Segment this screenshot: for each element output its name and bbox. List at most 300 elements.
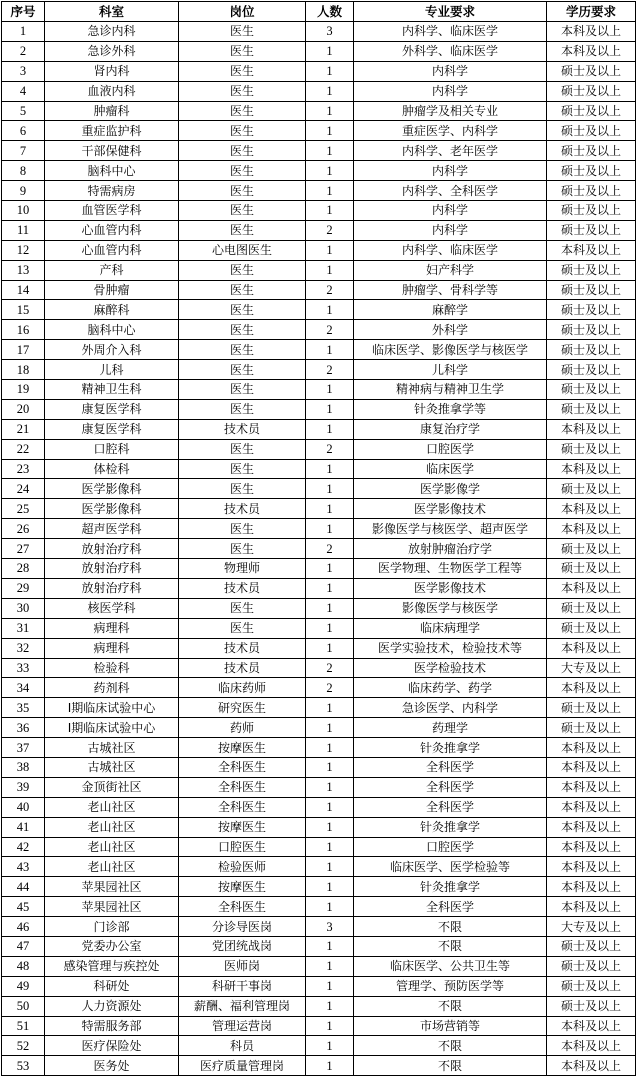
- cell-education: 本科及以上: [547, 419, 636, 439]
- cell-headcount: 1: [306, 817, 354, 837]
- cell-index: 22: [2, 439, 45, 459]
- table-row: [2, 201, 636, 221]
- cell-position: 药师: [179, 718, 306, 738]
- cell-headcount: 1: [306, 877, 354, 897]
- cell-headcount: 1: [306, 598, 354, 618]
- cell-index: 20: [2, 399, 45, 419]
- cell-major: 不限: [354, 1056, 547, 1076]
- cell-major: 不限: [354, 996, 547, 1016]
- cell-education: 本科及以上: [547, 1036, 636, 1056]
- cell-index: 37: [2, 738, 45, 758]
- cell-headcount: 1: [306, 101, 354, 121]
- cell-index: 16: [2, 320, 45, 340]
- cell-education: 大专及以上: [547, 658, 636, 678]
- cell-headcount: 1: [306, 141, 354, 161]
- cell-headcount: 2: [306, 439, 354, 459]
- cell-headcount: 1: [306, 161, 354, 181]
- cell-major: 内科学、临床医学: [354, 22, 547, 42]
- cell-department: 康复医学科: [45, 399, 179, 419]
- table-row: [2, 260, 636, 280]
- table-row: [2, 1016, 636, 1036]
- cell-headcount: 1: [306, 777, 354, 797]
- cell-major: 肿瘤学、骨科学等: [354, 280, 547, 300]
- cell-index: 26: [2, 519, 45, 539]
- cell-major: 临床医学、公共卫生等: [354, 956, 547, 976]
- table-row: [2, 897, 636, 917]
- cell-headcount: 1: [306, 1056, 354, 1076]
- cell-education: 本科及以上: [547, 897, 636, 917]
- cell-education: 硕士及以上: [547, 539, 636, 559]
- cell-position: 临床药师: [179, 678, 306, 698]
- cell-education: 本科及以上: [547, 837, 636, 857]
- cell-position: 口腔医生: [179, 837, 306, 857]
- header-department: 科室: [45, 2, 179, 22]
- cell-headcount: 1: [306, 578, 354, 598]
- header-position: 岗位: [179, 2, 306, 22]
- cell-index: 53: [2, 1056, 45, 1076]
- cell-index: 13: [2, 260, 45, 280]
- table-row: [2, 459, 636, 479]
- table-row: [2, 519, 636, 539]
- table-row: [2, 578, 636, 598]
- cell-headcount: 1: [306, 797, 354, 817]
- cell-department: 放射治疗科: [45, 578, 179, 598]
- table-row: [2, 857, 636, 877]
- cell-position: 医生: [179, 618, 306, 638]
- table-row: [2, 220, 636, 240]
- cell-education: 本科及以上: [547, 22, 636, 42]
- cell-position: 医生: [179, 479, 306, 499]
- table-row: [2, 240, 636, 260]
- cell-department: 医务处: [45, 1056, 179, 1076]
- cell-major: 医学实验技术，检验技术等: [354, 638, 547, 658]
- cell-headcount: 1: [306, 61, 354, 81]
- cell-major: 精神病与精神卫生学: [354, 380, 547, 400]
- cell-education: 硕士及以上: [547, 181, 636, 201]
- cell-position: 医生: [179, 181, 306, 201]
- cell-headcount: 1: [306, 519, 354, 539]
- cell-position: 医生: [179, 360, 306, 380]
- table-row: [2, 718, 636, 738]
- cell-index: 52: [2, 1036, 45, 1056]
- cell-major: 临床医学、影像医学与核医学: [354, 340, 547, 360]
- cell-headcount: 1: [306, 81, 354, 101]
- cell-department: 党委办公室: [45, 936, 179, 956]
- cell-index: 48: [2, 956, 45, 976]
- cell-education: 本科及以上: [547, 578, 636, 598]
- cell-department: I期临床试验中心: [45, 698, 179, 718]
- cell-major: 医学检验技术: [354, 658, 547, 678]
- cell-headcount: 1: [306, 121, 354, 141]
- cell-education: 本科及以上: [547, 757, 636, 777]
- cell-headcount: 2: [306, 678, 354, 698]
- cell-department: 体检科: [45, 459, 179, 479]
- cell-index: 28: [2, 559, 45, 579]
- cell-headcount: 1: [306, 419, 354, 439]
- cell-major: 市场营销等: [354, 1016, 547, 1036]
- cell-department: 医学影像科: [45, 479, 179, 499]
- header-headcount: 人数: [306, 2, 354, 22]
- cell-education: 硕士及以上: [547, 260, 636, 280]
- cell-education: 本科及以上: [547, 797, 636, 817]
- cell-education: 硕士及以上: [547, 121, 636, 141]
- cell-education: 本科及以上: [547, 777, 636, 797]
- cell-major: 医学影像技术: [354, 578, 547, 598]
- table-row: [2, 817, 636, 837]
- cell-education: 硕士及以上: [547, 201, 636, 221]
- table-row: [2, 976, 636, 996]
- table-row: [2, 380, 636, 400]
- cell-headcount: 1: [306, 857, 354, 877]
- cell-headcount: 2: [306, 539, 354, 559]
- cell-index: 31: [2, 618, 45, 638]
- cell-education: 本科及以上: [547, 459, 636, 479]
- cell-position: 医生: [179, 598, 306, 618]
- cell-education: 硕士及以上: [547, 399, 636, 419]
- table-row: [2, 738, 636, 758]
- cell-position: 技术员: [179, 638, 306, 658]
- cell-index: 46: [2, 917, 45, 937]
- table-row: [2, 61, 636, 81]
- cell-index: 25: [2, 499, 45, 519]
- table-row: [2, 399, 636, 419]
- cell-headcount: 1: [306, 698, 354, 718]
- cell-headcount: 1: [306, 499, 354, 519]
- cell-department: 肾内科: [45, 61, 179, 81]
- cell-index: 10: [2, 201, 45, 221]
- cell-position: 医生: [179, 300, 306, 320]
- cell-major: 内科学: [354, 81, 547, 101]
- cell-department: 药剂科: [45, 678, 179, 698]
- cell-major: 医学物理、生物医学工程等: [354, 559, 547, 579]
- cell-headcount: 1: [306, 718, 354, 738]
- table-row: [2, 320, 636, 340]
- cell-major: 肿瘤学及相关专业: [354, 101, 547, 121]
- cell-index: 38: [2, 757, 45, 777]
- table-row: [2, 1036, 636, 1056]
- table-row: [2, 797, 636, 817]
- cell-headcount: 1: [306, 559, 354, 579]
- cell-index: 39: [2, 777, 45, 797]
- table-row: [2, 678, 636, 698]
- cell-position: 医生: [179, 81, 306, 101]
- cell-index: 17: [2, 340, 45, 360]
- cell-department: 急诊外科: [45, 41, 179, 61]
- cell-department: 病理科: [45, 638, 179, 658]
- cell-department: 口腔科: [45, 439, 179, 459]
- cell-index: 19: [2, 380, 45, 400]
- cell-education: 硕士及以上: [547, 996, 636, 1016]
- cell-headcount: 2: [306, 658, 354, 678]
- cell-major: 针灸推拿学等: [354, 399, 547, 419]
- cell-headcount: 1: [306, 1016, 354, 1036]
- cell-education: 本科及以上: [547, 1056, 636, 1076]
- cell-position: 医生: [179, 399, 306, 419]
- cell-department: 核医学科: [45, 598, 179, 618]
- cell-index: 9: [2, 181, 45, 201]
- cell-index: 21: [2, 419, 45, 439]
- cell-index: 15: [2, 300, 45, 320]
- cell-education: 本科及以上: [547, 638, 636, 658]
- cell-position: 管理运营岗: [179, 1016, 306, 1036]
- cell-major: 医学影像学: [354, 479, 547, 499]
- cell-department: 老山社区: [45, 817, 179, 837]
- cell-index: 32: [2, 638, 45, 658]
- cell-index: 6: [2, 121, 45, 141]
- cell-major: 管理学、预防医学等: [354, 976, 547, 996]
- cell-index: 30: [2, 598, 45, 618]
- table-row: [2, 917, 636, 937]
- cell-position: 医生: [179, 439, 306, 459]
- cell-position: 全科医生: [179, 797, 306, 817]
- cell-position: 全科医生: [179, 757, 306, 777]
- table-row: [2, 757, 636, 777]
- cell-department: 康复医学科: [45, 419, 179, 439]
- cell-major: 针灸推拿学: [354, 817, 547, 837]
- cell-department: 外周介入科: [45, 340, 179, 360]
- cell-major: 麻醉学: [354, 300, 547, 320]
- table-row: [2, 280, 636, 300]
- cell-index: 50: [2, 996, 45, 1016]
- cell-education: 硕士及以上: [547, 220, 636, 240]
- cell-headcount: 1: [306, 638, 354, 658]
- cell-position: 科员: [179, 1036, 306, 1056]
- cell-education: 本科及以上: [547, 738, 636, 758]
- cell-education: 本科及以上: [547, 41, 636, 61]
- cell-position: 全科医生: [179, 777, 306, 797]
- cell-department: 急诊内科: [45, 22, 179, 42]
- cell-major: 临床医学: [354, 459, 547, 479]
- cell-major: 内科学: [354, 61, 547, 81]
- table-header: [2, 2, 636, 22]
- table-row: [2, 499, 636, 519]
- cell-major: 全科医学: [354, 777, 547, 797]
- cell-index: 24: [2, 479, 45, 499]
- cell-department: 放射治疗科: [45, 539, 179, 559]
- cell-major: 急诊医学、内科学: [354, 698, 547, 718]
- cell-headcount: 1: [306, 618, 354, 638]
- table-row: [2, 121, 636, 141]
- cell-education: 硕士及以上: [547, 360, 636, 380]
- cell-position: 医生: [179, 340, 306, 360]
- cell-department: 科研处: [45, 976, 179, 996]
- table-body: [2, 22, 636, 1076]
- table-row: [2, 539, 636, 559]
- cell-major: 针灸推拿学: [354, 738, 547, 758]
- cell-headcount: 1: [306, 459, 354, 479]
- cell-index: 3: [2, 61, 45, 81]
- cell-index: 14: [2, 280, 45, 300]
- cell-department: 特需病房: [45, 181, 179, 201]
- cell-headcount: 1: [306, 340, 354, 360]
- cell-position: 技术员: [179, 419, 306, 439]
- cell-position: 医生: [179, 280, 306, 300]
- cell-headcount: 1: [306, 240, 354, 260]
- table-row: [2, 777, 636, 797]
- cell-position: 医师岗: [179, 956, 306, 976]
- cell-department: 门诊部: [45, 917, 179, 937]
- table-row: [2, 479, 636, 499]
- cell-index: 7: [2, 141, 45, 161]
- cell-position: 物理师: [179, 559, 306, 579]
- cell-department: 儿科: [45, 360, 179, 380]
- cell-education: 硕士及以上: [547, 718, 636, 738]
- table-row: [2, 837, 636, 857]
- cell-education: 硕士及以上: [547, 101, 636, 121]
- cell-position: 医生: [179, 539, 306, 559]
- cell-major: 不限: [354, 917, 547, 937]
- cell-major: 康复治疗学: [354, 419, 547, 439]
- cell-department: 金顶街社区: [45, 777, 179, 797]
- cell-education: 硕士及以上: [547, 161, 636, 181]
- cell-department: 苹果园社区: [45, 877, 179, 897]
- cell-major: 全科医学: [354, 797, 547, 817]
- cell-headcount: 3: [306, 22, 354, 42]
- cell-major: 放射肿瘤治疗学: [354, 539, 547, 559]
- cell-major: 重症医学、内科学: [354, 121, 547, 141]
- cell-major: 药理学: [354, 718, 547, 738]
- cell-headcount: 1: [306, 996, 354, 1016]
- cell-position: 按摩医生: [179, 877, 306, 897]
- table-row: [2, 936, 636, 956]
- cell-index: 4: [2, 81, 45, 101]
- cell-position: 分诊导医岗: [179, 917, 306, 937]
- cell-index: 27: [2, 539, 45, 559]
- cell-education: 硕士及以上: [547, 61, 636, 81]
- cell-department: 病理科: [45, 618, 179, 638]
- cell-department: 肿瘤科: [45, 101, 179, 121]
- cell-education: 硕士及以上: [547, 479, 636, 499]
- table-row: [2, 598, 636, 618]
- cell-department: 老山社区: [45, 857, 179, 877]
- cell-position: 按摩医生: [179, 817, 306, 837]
- cell-headcount: 1: [306, 757, 354, 777]
- cell-education: 本科及以上: [547, 499, 636, 519]
- cell-education: 本科及以上: [547, 678, 636, 698]
- table-row: [2, 1056, 636, 1076]
- cell-headcount: 2: [306, 320, 354, 340]
- cell-index: 5: [2, 101, 45, 121]
- cell-position: 医生: [179, 459, 306, 479]
- cell-department: 医学影像科: [45, 499, 179, 519]
- cell-position: 医生: [179, 61, 306, 81]
- cell-position: 技术员: [179, 499, 306, 519]
- cell-major: 全科医学: [354, 897, 547, 917]
- cell-headcount: 1: [306, 1036, 354, 1056]
- table-row: [2, 439, 636, 459]
- cell-department: 古城社区: [45, 738, 179, 758]
- cell-department: 放射治疗科: [45, 559, 179, 579]
- cell-position: 医生: [179, 161, 306, 181]
- cell-position: 医生: [179, 141, 306, 161]
- cell-education: 硕士及以上: [547, 698, 636, 718]
- recruitment-table: [1, 1, 636, 1076]
- table-row: [2, 41, 636, 61]
- cell-headcount: 2: [306, 280, 354, 300]
- cell-headcount: 2: [306, 360, 354, 380]
- cell-index: 43: [2, 857, 45, 877]
- cell-headcount: 2: [306, 220, 354, 240]
- table-row: [2, 101, 636, 121]
- cell-headcount: 1: [306, 41, 354, 61]
- table-row: [2, 638, 636, 658]
- cell-position: 医生: [179, 220, 306, 240]
- cell-position: 医疗质量管理岗: [179, 1056, 306, 1076]
- cell-education: 本科及以上: [547, 1016, 636, 1036]
- cell-department: 麻醉科: [45, 300, 179, 320]
- cell-index: 35: [2, 698, 45, 718]
- cell-position: 医生: [179, 101, 306, 121]
- cell-headcount: 1: [306, 897, 354, 917]
- cell-major: 内科学、临床医学: [354, 240, 547, 260]
- cell-position: 医生: [179, 201, 306, 221]
- cell-education: 硕士及以上: [547, 976, 636, 996]
- cell-major: 影像医学与核医学: [354, 598, 547, 618]
- cell-headcount: 1: [306, 936, 354, 956]
- cell-education: 硕士及以上: [547, 300, 636, 320]
- cell-index: 18: [2, 360, 45, 380]
- header-major-requirement: 专业要求: [354, 2, 547, 22]
- header-index: 序号: [2, 2, 45, 22]
- cell-department: 血液内科: [45, 81, 179, 101]
- cell-education: 硕士及以上: [547, 618, 636, 638]
- cell-position: 党团统战岗: [179, 936, 306, 956]
- cell-department: 老山社区: [45, 797, 179, 817]
- cell-education: 硕士及以上: [547, 320, 636, 340]
- cell-headcount: 1: [306, 201, 354, 221]
- cell-position: 技术员: [179, 578, 306, 598]
- cell-education: 硕士及以上: [547, 598, 636, 618]
- cell-position: 科研干事岗: [179, 976, 306, 996]
- cell-department: 医疗保险处: [45, 1036, 179, 1056]
- cell-position: 医生: [179, 41, 306, 61]
- cell-headcount: 3: [306, 917, 354, 937]
- table-row: [2, 360, 636, 380]
- cell-department: I期临床试验中心: [45, 718, 179, 738]
- cell-education: 硕士及以上: [547, 340, 636, 360]
- cell-department: 老山社区: [45, 837, 179, 857]
- cell-position: 研究医生: [179, 698, 306, 718]
- cell-major: 妇产科学: [354, 260, 547, 280]
- cell-major: 内科学: [354, 201, 547, 221]
- table-row: [2, 956, 636, 976]
- cell-major: 临床医学、医学检验等: [354, 857, 547, 877]
- table-row: [2, 141, 636, 161]
- cell-department: 血管医学科: [45, 201, 179, 221]
- cell-position: 检验医师: [179, 857, 306, 877]
- cell-department: 干部保健科: [45, 141, 179, 161]
- cell-headcount: 1: [306, 976, 354, 996]
- cell-major: 内科学: [354, 161, 547, 181]
- cell-position: 医生: [179, 121, 306, 141]
- cell-headcount: 1: [306, 260, 354, 280]
- cell-position: 医生: [179, 380, 306, 400]
- cell-index: 12: [2, 240, 45, 260]
- cell-index: 40: [2, 797, 45, 817]
- cell-index: 23: [2, 459, 45, 479]
- cell-position: 医生: [179, 22, 306, 42]
- cell-position: 医生: [179, 260, 306, 280]
- cell-department: 脑科中心: [45, 320, 179, 340]
- cell-major: 内科学: [354, 220, 547, 240]
- table-row: [2, 300, 636, 320]
- table-row: [2, 22, 636, 42]
- cell-position: 按摩医生: [179, 738, 306, 758]
- cell-headcount: 1: [306, 479, 354, 499]
- cell-index: 1: [2, 22, 45, 42]
- cell-education: 硕士及以上: [547, 956, 636, 976]
- cell-major: 内科学、全科医学: [354, 181, 547, 201]
